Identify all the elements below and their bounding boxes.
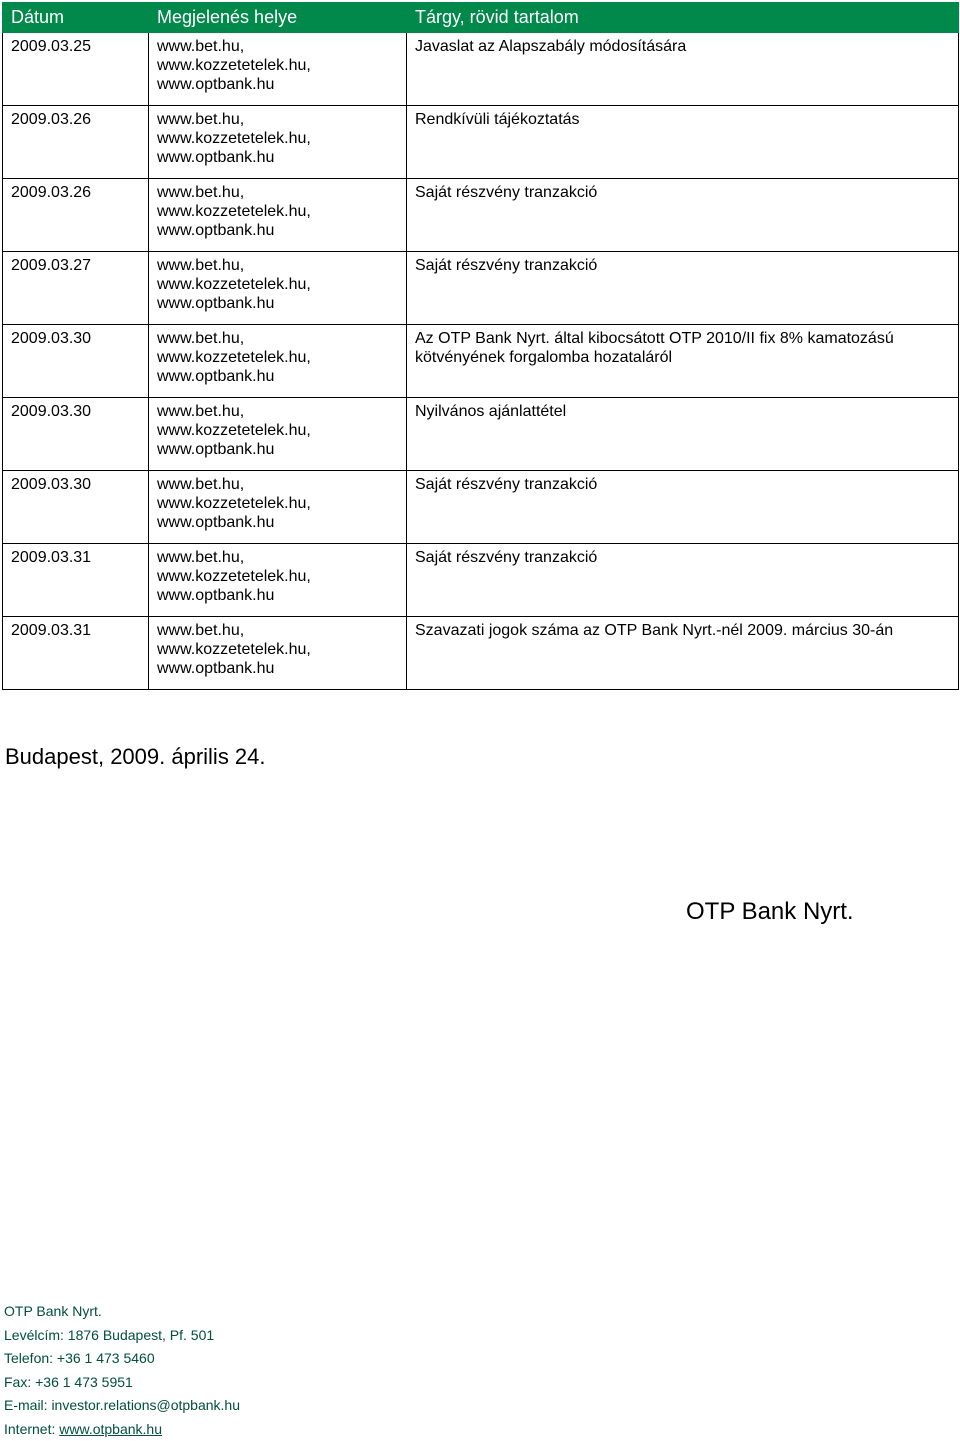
date-cell: 2009.03.26 — [3, 179, 149, 252]
subject-cell: Az OTP Bank Nyrt. által kibocsátott OTP 2010/II fix 8% kamatozású kötvényének forgalomba hozataláról — [407, 325, 959, 398]
subject-cell: Saját részvény tranzakció — [407, 179, 959, 252]
location-line: www.bet.hu, — [157, 37, 400, 56]
footer-company: OTP Bank Nyrt. — [4, 1300, 240, 1324]
location-line: www.kozzetetelek.hu, — [157, 348, 400, 367]
subject-cell: Szavazati jogok száma az OTP Bank Nyrt.-nél 2009. március 30-án — [407, 617, 959, 690]
place-date: Budapest, 2009. április 24. — [5, 744, 266, 770]
location-cell — [149, 33, 407, 106]
footer-email: E-mail: investor.relations@otpbank.hu — [4, 1394, 240, 1418]
location-line: www.optbank.hu — [157, 294, 400, 313]
location-line: www.bet.hu, — [157, 329, 400, 348]
table-row — [3, 544, 959, 617]
announcements-table — [2, 2, 959, 690]
location-line: www.optbank.hu — [157, 513, 400, 532]
location-line: www.bet.hu, — [157, 256, 400, 275]
location-cell — [149, 179, 407, 252]
date-cell: 2009.03.27 — [3, 252, 149, 325]
location-line: www.kozzetetelek.hu, — [157, 56, 400, 75]
location-line: www.kozzetetelek.hu, — [157, 202, 400, 221]
table-row — [3, 33, 959, 106]
location-line: www.kozzetetelek.hu, — [157, 275, 400, 294]
location-cell — [149, 471, 407, 544]
date-cell: 2009.03.26 — [3, 106, 149, 179]
location-cell — [149, 544, 407, 617]
footer-address: Levélcím: 1876 Budapest, Pf. 501 — [4, 1324, 240, 1348]
table-row — [3, 398, 959, 471]
location-line: www.optbank.hu — [157, 148, 400, 167]
footer-phone: Telefon: +36 1 473 5460 — [4, 1347, 240, 1371]
location-line: www.bet.hu, — [157, 548, 400, 567]
table-row — [3, 471, 959, 544]
subject-cell: Saját részvény tranzakció — [407, 544, 959, 617]
footer-internet-label: Internet: — [4, 1421, 59, 1437]
location-line: www.optbank.hu — [157, 75, 400, 94]
location-line: www.optbank.hu — [157, 586, 400, 605]
table-row — [3, 179, 959, 252]
location-line: www.optbank.hu — [157, 659, 400, 678]
subject-cell: Rendkívüli tájékoztatás — [407, 106, 959, 179]
date-cell: 2009.03.31 — [3, 544, 149, 617]
date-cell: 2009.03.25 — [3, 33, 149, 106]
location-line: www.kozzetetelek.hu, — [157, 421, 400, 440]
subject-cell: Saját részvény tranzakció — [407, 471, 959, 544]
location-cell — [149, 106, 407, 179]
header-location: Megjelenés helye — [149, 3, 407, 33]
date-cell: 2009.03.30 — [3, 325, 149, 398]
table-row — [3, 325, 959, 398]
location-line: www.optbank.hu — [157, 221, 400, 240]
date-cell: 2009.03.31 — [3, 617, 149, 690]
location-line: www.bet.hu, — [157, 475, 400, 494]
table-header-row — [3, 3, 959, 33]
subject-cell: Nyilvános ajánlattétel — [407, 398, 959, 471]
location-cell — [149, 252, 407, 325]
location-cell — [149, 325, 407, 398]
location-cell — [149, 617, 407, 690]
footer-internet-link[interactable]: www.otpbank.hu — [59, 1421, 162, 1437]
table-row — [3, 252, 959, 325]
footer-contact — [4, 1300, 240, 1441]
date-cell: 2009.03.30 — [3, 398, 149, 471]
location-line: www.kozzetetelek.hu, — [157, 129, 400, 148]
footer-internet — [4, 1418, 240, 1441]
table-row — [3, 106, 959, 179]
header-date: Dátum — [3, 3, 149, 33]
location-line: www.bet.hu, — [157, 183, 400, 202]
location-line: www.optbank.hu — [157, 440, 400, 459]
location-line: www.bet.hu, — [157, 110, 400, 129]
location-line: www.optbank.hu — [157, 367, 400, 386]
table-row — [3, 617, 959, 690]
location-line: www.kozzetetelek.hu, — [157, 567, 400, 586]
footer-fax: Fax: +36 1 473 5951 — [4, 1371, 240, 1395]
signature: OTP Bank Nyrt. — [686, 898, 854, 926]
location-line: www.kozzetetelek.hu, — [157, 494, 400, 513]
header-subject: Tárgy, rövid tartalom — [407, 3, 959, 33]
subject-cell: Saját részvény tranzakció — [407, 252, 959, 325]
location-cell — [149, 398, 407, 471]
date-cell: 2009.03.30 — [3, 471, 149, 544]
location-line: www.bet.hu, — [157, 621, 400, 640]
location-line: www.bet.hu, — [157, 402, 400, 421]
location-line: www.kozzetetelek.hu, — [157, 640, 400, 659]
subject-cell: Javaslat az Alapszabály módosítására — [407, 33, 959, 106]
